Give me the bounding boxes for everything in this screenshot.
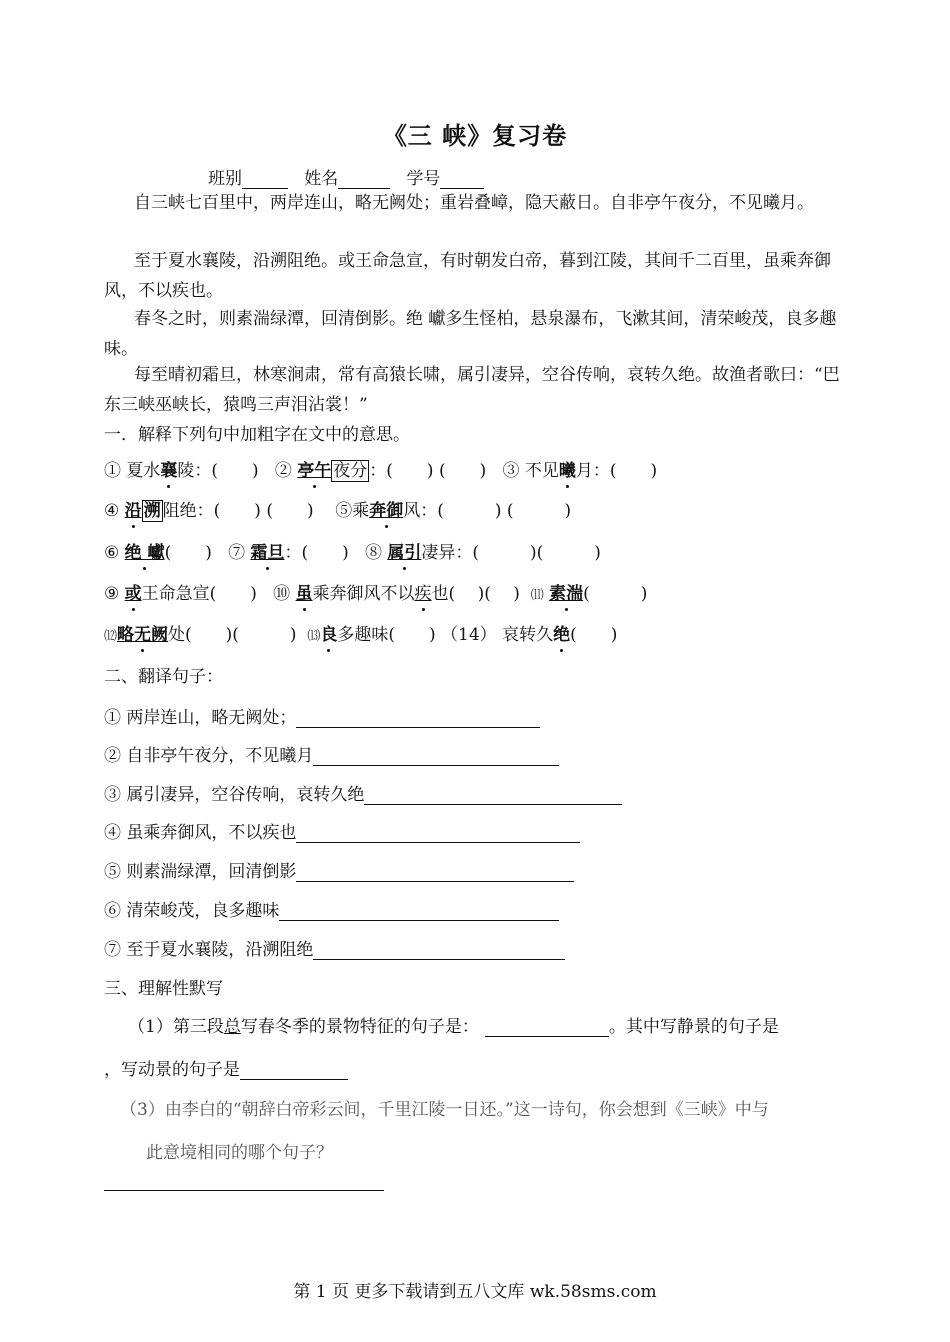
q13-answer[interactable]: 多趣味( ) bbox=[337, 625, 436, 645]
q8-key: 属引 bbox=[387, 543, 422, 563]
translate-blank-1[interactable] bbox=[296, 709, 540, 728]
q7-answer[interactable]: ：( ) bbox=[284, 543, 349, 563]
q5-answer[interactable]: 风：( ) ( ) bbox=[403, 501, 572, 521]
id-label: 学号 bbox=[406, 169, 441, 189]
q1-prompt: 写春冬季的景物特征的句子是： bbox=[240, 1017, 479, 1037]
q13-key: 良 bbox=[320, 625, 338, 645]
passage-paragraph-2: 至于夏水襄陵，沿溯阻绝。或王命急宣，有时朝发白帝，暮到江陵，其间千二百里，虽乘奔御风，不以疾也。 bbox=[104, 251, 831, 301]
q4-key: 沿 bbox=[124, 501, 142, 521]
section3-q1-line2 bbox=[104, 1055, 348, 1080]
translate-blank-3[interactable] bbox=[364, 786, 622, 805]
q14-text: 哀转久 bbox=[502, 625, 554, 645]
q9-number: ⑨ bbox=[104, 584, 120, 604]
q11-number: ⑾ bbox=[530, 588, 544, 603]
q1-blank-1[interactable] bbox=[485, 1018, 609, 1037]
q10-number: ⑩ bbox=[273, 584, 291, 604]
translate-item-5 bbox=[104, 857, 574, 882]
section3-q3-line2: 此意境相同的哪个句子？ bbox=[146, 1143, 333, 1163]
section3-q1-line1 bbox=[128, 1012, 779, 1037]
section3-q3-line1: （3）由李白的“朝辞白帝彩云间，千里江陵一日还。”这一诗句，你会想到《三峡》中与 bbox=[120, 1100, 769, 1120]
page-title: 《三 峡》复习卷 bbox=[382, 122, 568, 150]
translate-text-6: ⑥ 清荣峻茂，良多趣味 bbox=[104, 901, 280, 921]
q11-key: 素湍 bbox=[549, 584, 584, 604]
q2-answer[interactable]: ：( ) ( ) bbox=[369, 461, 487, 481]
q3-number: ③ bbox=[502, 461, 520, 481]
name-blank[interactable] bbox=[338, 170, 390, 189]
q4-answer[interactable]: 阻绝：( ) ( ) bbox=[162, 501, 314, 521]
q1-total: 总 bbox=[223, 1017, 241, 1037]
q10-key-2: 疾 bbox=[414, 584, 432, 604]
translate-item-7 bbox=[104, 935, 565, 960]
q4-number: ④ bbox=[104, 501, 120, 521]
translate-blank-6[interactable] bbox=[279, 902, 559, 921]
section1-row-2 bbox=[104, 496, 571, 521]
q14-answer[interactable]: ( ) bbox=[570, 625, 618, 645]
q8-answer[interactable]: 凄异：( )( ) bbox=[421, 543, 601, 563]
q2-key-boxed: 夜分 bbox=[333, 461, 368, 481]
class-blank[interactable] bbox=[242, 170, 288, 189]
translate-blank-4[interactable] bbox=[296, 824, 580, 843]
translate-text-4: ④ 虽乘奔御风，不以疾也 bbox=[104, 823, 297, 843]
passage-paragraph-3: 春冬之时，则素湍绿潭，回清倒影。绝 巘多生怪柏，悬泉瀑布，飞漱其间，清荣峻茂，良多趣味。 bbox=[104, 309, 837, 359]
q14-key: 绝 bbox=[553, 625, 571, 645]
q12-answer[interactable]: 处( )( ) bbox=[168, 625, 297, 645]
translate-text-7: ⑦ 至于夏水襄陵，沿溯阻绝 bbox=[104, 940, 314, 960]
q6-number: ⑥ bbox=[104, 543, 120, 563]
translate-item-4 bbox=[104, 818, 580, 843]
q5-number: ⑤乘 bbox=[335, 501, 370, 521]
q2-number: ② bbox=[274, 461, 292, 481]
section3-heading: 三、理解性默写 bbox=[104, 979, 223, 999]
section1-row-5 bbox=[104, 620, 617, 645]
q1-answer[interactable]: 陵：( ) bbox=[177, 461, 259, 481]
class-label: 班别 bbox=[208, 169, 242, 189]
section1-row-4 bbox=[104, 579, 647, 604]
q6-key: 绝 巘 bbox=[124, 543, 165, 563]
q6-answer[interactable]: ( ) bbox=[164, 543, 212, 563]
translate-item-6 bbox=[104, 896, 559, 921]
q11-answer[interactable]: ( ) bbox=[583, 584, 648, 604]
q5-key: 奔御 bbox=[369, 501, 404, 521]
q1-prompt-2: 。其中写静景的句子是 bbox=[608, 1017, 779, 1037]
q14-number: （14） bbox=[441, 625, 497, 645]
q10-key: 虽 bbox=[295, 584, 313, 604]
q7-key: 霜旦 bbox=[250, 543, 285, 563]
translate-text-3: ③ 属引凄异，空谷传响，哀转久绝 bbox=[104, 785, 365, 805]
translate-blank-2[interactable] bbox=[313, 747, 559, 766]
section1-row-1 bbox=[104, 456, 657, 481]
section1-row-3 bbox=[104, 538, 601, 563]
translate-item-1 bbox=[104, 703, 540, 728]
q10-answer[interactable]: 也( )( ) bbox=[431, 584, 520, 604]
q1-number: ① bbox=[104, 461, 121, 481]
q1-text: 夏水 bbox=[126, 461, 161, 481]
passage-paragraph-4: 每至晴初霜旦，林寒涧肃，常有高猿长啸，属引凄异，空谷传响，哀转久绝。故渔者歌曰：“巴东三峡巫峡长，猿鸣三声泪沾裳！” bbox=[104, 365, 840, 415]
q9-answer[interactable]: 王命急宣( ) bbox=[141, 584, 257, 604]
translate-blank-7[interactable] bbox=[313, 941, 565, 960]
page-footer: 第 1 页 更多下载请到五八文库 wk.58sms.com bbox=[293, 1282, 657, 1302]
q3-text: 不见 bbox=[524, 461, 559, 481]
q9-key: 或 bbox=[124, 584, 142, 604]
q1-prefix: （1）第三段 bbox=[128, 1017, 224, 1037]
translate-text-1: ① 两岸连山，略无阙处； bbox=[104, 708, 297, 728]
q13-number: ⒀ bbox=[307, 629, 321, 644]
q12-number: ⑿ bbox=[104, 629, 118, 644]
section1-heading: 一．解释下列句中加粗字在文中的意思。 bbox=[104, 425, 410, 445]
translate-text-5: ⑤ 则素湍绿潭，回清倒影 bbox=[104, 862, 297, 882]
q7-number: ⑦ bbox=[228, 543, 246, 563]
translate-item-2 bbox=[104, 741, 559, 766]
q12-key: 略无阙 bbox=[117, 625, 169, 645]
q1-prompt-3: ，写动景的句子是 bbox=[104, 1060, 240, 1080]
id-blank[interactable] bbox=[440, 170, 484, 189]
q10-text: 乘奔御风不以 bbox=[312, 584, 415, 604]
name-label: 姓名 bbox=[304, 169, 339, 189]
q3-key: 曦 bbox=[558, 461, 576, 481]
section2-heading: 二、翻译句子： bbox=[104, 667, 223, 687]
student-info bbox=[208, 164, 484, 189]
q3-answer[interactable]: 月：( ) bbox=[575, 461, 658, 481]
q1-blank-2[interactable] bbox=[240, 1061, 348, 1080]
q3-answer-blank[interactable] bbox=[104, 1190, 384, 1191]
translate-text-2: ② 自非亭午夜分，不见曦月 bbox=[104, 746, 314, 766]
translate-item-3 bbox=[104, 780, 622, 805]
passage-paragraph-1: 自三峡七百里中，两岸连山，略无阙处；重岩叠嶂，隐天蔽日。自非亭午夜分，不见曦月。 bbox=[134, 193, 814, 213]
q4-key-boxed: 溯 bbox=[143, 501, 161, 521]
q2-key: 亭午 bbox=[297, 461, 332, 481]
q1-key: 襄 bbox=[160, 461, 178, 481]
q8-number: ⑧ bbox=[364, 543, 382, 563]
translate-blank-5[interactable] bbox=[296, 863, 574, 882]
